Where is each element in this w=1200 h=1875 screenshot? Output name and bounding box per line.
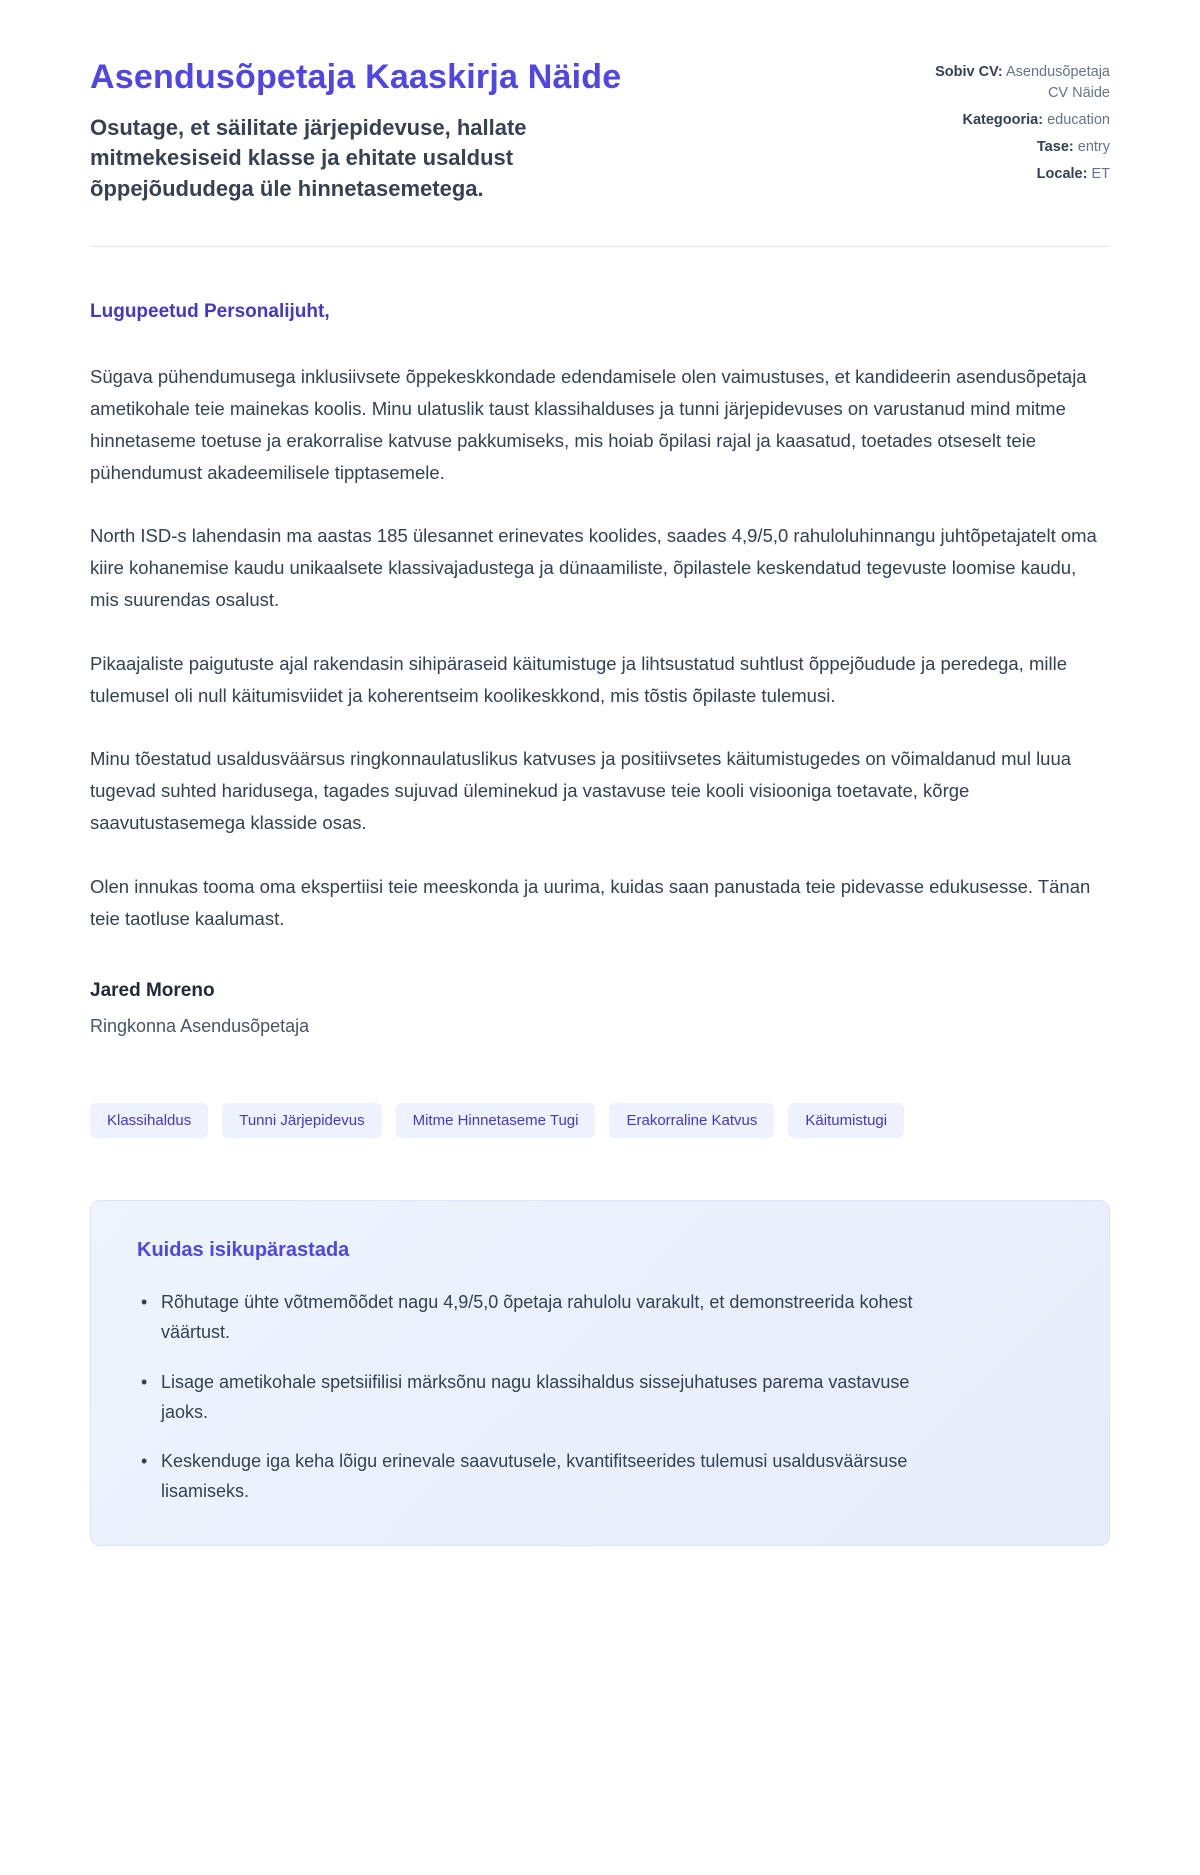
tag-chip: Tunni Järjepidevus bbox=[222, 1103, 381, 1138]
signature-role: Ringkonna Asendusõpetaja bbox=[90, 1016, 310, 1037]
tag-chip: Erakorraline Katvus bbox=[609, 1103, 774, 1138]
tag-chip: Mitme Hinnetaseme Tugi bbox=[396, 1103, 596, 1138]
tip-item: • Rõhutage ühte võtmemõõdet nagu 4,9/5,0 õpetaja rahulolu varakult, et demonstreerida kohest väärtust. bbox=[133, 1288, 933, 1347]
tips-list bbox=[133, 1288, 1067, 1506]
meta-value: entry bbox=[1077, 139, 1110, 156]
letter-paragraph: Sügava pühendumusega inklusiivsete õppekeskkondade edendamisele olen vaimustuses, et kandideerin asendusõpetaja ametikohale teie mainekas koolis. Minu ulatuslik taust klassihalduses ja tunni järjepidevuses on varustanud mind mitme hinnetaseme toetuse ja erakorralise katvuse pakkumiseks, mis hoiab õpilasi rajal ja kaasatud, toetades otseselt teie pühendumust akadeemilisele tipptasemele. bbox=[90, 366, 1087, 483]
header bbox=[90, 58, 1110, 204]
meta-panel bbox=[930, 58, 1110, 191]
greeting: Lugupeetud Personalijuht, bbox=[90, 301, 330, 323]
tips-title: Kuidas isikupärastada bbox=[137, 1239, 350, 1262]
meta-item-cv bbox=[930, 62, 1110, 104]
signature bbox=[90, 980, 1110, 1037]
tip-item: • Lisage ametikohale spetsiifilisi märksõnu nagu klassihaldus sissejuhatuses parema vastavuse jaoks. bbox=[133, 1368, 933, 1427]
meta-value: education bbox=[1047, 112, 1110, 129]
tips-box bbox=[90, 1200, 1110, 1545]
meta-label: Sobiv CV: bbox=[935, 64, 1003, 80]
meta-label: Kategooria: bbox=[962, 112, 1044, 129]
tip-item: • Keskenduge iga keha lõigu erinevale saavutusele, kvantifitseerides tulemusi usaldusväärsuse lisamiseks. bbox=[133, 1447, 933, 1506]
letter-paragraph: Minu tõestatud usaldusväärsus ringkonnaulatuslikus katvuses ja positiivsetes käitumistugedes on võimaldanud mul luua tugevad suhted haridusega, tagades sujuvad üleminekud ja vastavuse teie kooli visiooniga toetavate, kõrge saavutustasemega klasside osas. bbox=[90, 748, 1072, 834]
meta-label: Locale: bbox=[1036, 166, 1088, 183]
tag-chip: Käitumistugi bbox=[788, 1103, 904, 1138]
signature-name: Jared Moreno bbox=[90, 980, 215, 1002]
tag-chip: Klassihaldus bbox=[90, 1103, 208, 1138]
meta-item-locale bbox=[930, 164, 1110, 185]
meta-item-level bbox=[930, 137, 1110, 158]
tag-list bbox=[90, 1103, 1110, 1138]
divider bbox=[90, 246, 1110, 247]
letter-paragraph: Pikaajaliste paigutuste ajal rakendasin sihipäraseid käitumistuge ja lihtsustatud suhtlust õppejõudude ja peredega, mille tulemusel oli null käitumisviidet ja koherentseim koolikeskkond, mis tõstis õpilaste tulemusi. bbox=[90, 652, 1067, 706]
meta-item-category bbox=[930, 110, 1110, 131]
meta-value: Asendusõpetaja CV Näide bbox=[1006, 64, 1110, 102]
letter-body bbox=[90, 361, 1110, 934]
meta-value: ET bbox=[1091, 166, 1110, 183]
letter-paragraph: North ISD-s lahendasin ma aastas 185 ülesannet erinevates koolides, saades 4,9/5,0 rahuloluhinnangu juhtõpetajatelt oma kiire kohanemise kaudu unikaalsete klassivajadustega ja dünaamiliste, õpilastele keskendatud tegevuste loomise kaudu, mis suurendas osalust. bbox=[90, 525, 1097, 610]
page-subtitle: Osutage, et säilitate järjepidevuse, hallate mitmekesiseid klasse ja ehitate usaldust õppejõududega üle hinnetasemetega. bbox=[90, 115, 527, 201]
letter-paragraph: Olen innukas tooma oma ekspertiisi teie meeskonda ja uurima, kuidas saan panustada teie pidevasse edukusesse. Tänan teie taotluse kaalumast. bbox=[90, 875, 1091, 929]
page-title: Asendusõpetaja Kaaskirja Näide bbox=[90, 58, 622, 96]
header-text-block bbox=[90, 58, 730, 204]
meta-label: Tase: bbox=[1036, 139, 1074, 156]
